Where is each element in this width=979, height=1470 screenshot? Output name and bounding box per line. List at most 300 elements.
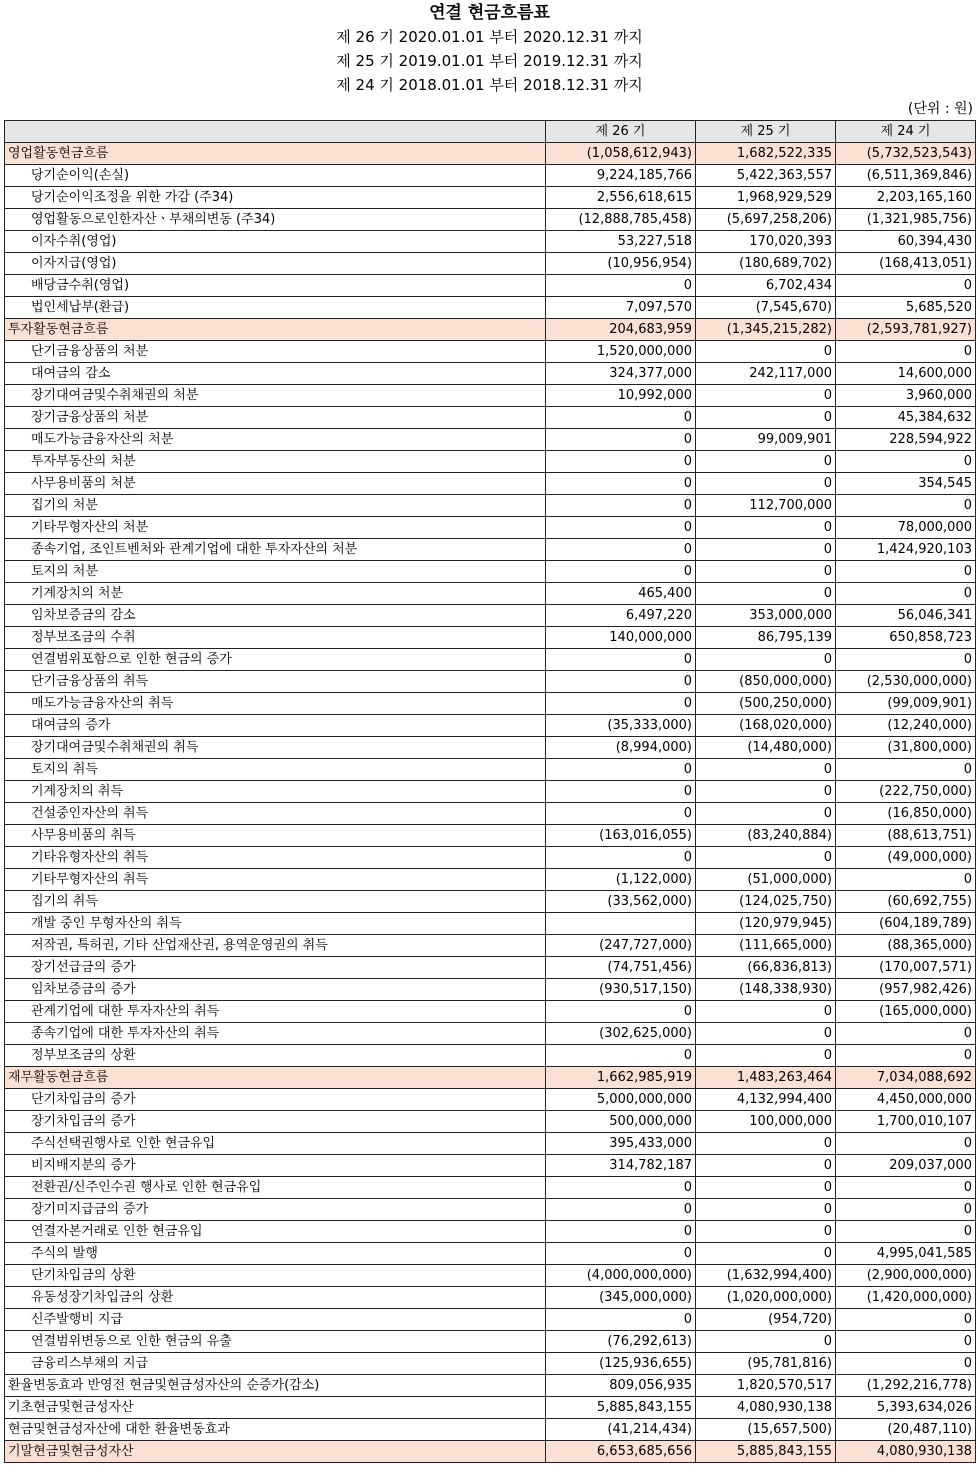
- value-period-26: 465,400: [546, 583, 696, 605]
- value-period-24: 0: [836, 561, 976, 583]
- value-period-24: 0: [836, 1331, 976, 1353]
- value-period-25: 0: [696, 1177, 836, 1199]
- value-period-25: 0: [696, 649, 836, 671]
- value-period-26: (33,562,000): [546, 891, 696, 913]
- table-row: [5, 583, 976, 605]
- value-period-26: 0: [546, 275, 696, 297]
- section-row: [5, 1067, 976, 1089]
- value-period-25: 112,700,000: [696, 495, 836, 517]
- value-period-25: (5,697,258,206): [696, 209, 836, 231]
- value-period-26: [546, 913, 696, 935]
- period-line-25: 제 25 기 2019.01.01 부터 2019.12.31 까지: [336, 52, 643, 70]
- value-period-26: 0: [546, 1001, 696, 1023]
- value-period-26: 7,097,570: [546, 297, 696, 319]
- value-period-24: (5,732,523,543): [836, 143, 976, 165]
- table-row: [5, 1331, 976, 1353]
- row-label: 기초현금및현금성자산: [5, 1397, 546, 1419]
- row-label: 금융리스부채의 지급: [5, 1353, 546, 1375]
- value-period-26: 0: [546, 1177, 696, 1199]
- row-label: 저작권, 특허권, 기타 산업재산권, 용역운영권의 취득: [5, 935, 546, 957]
- value-period-25: (954,720): [696, 1309, 836, 1331]
- value-period-26: (302,625,000): [546, 1023, 696, 1045]
- value-period-24: (6,511,369,846): [836, 165, 976, 187]
- row-label: 개발 중인 무형자산의 취득: [5, 913, 546, 935]
- value-period-24: 0: [836, 451, 976, 473]
- row-label: 단기차입금의 상환: [5, 1265, 546, 1287]
- value-period-24: (2,530,000,000): [836, 671, 976, 693]
- table-row: [5, 1133, 976, 1155]
- section-row: [5, 1441, 976, 1463]
- value-period-24: (604,189,789): [836, 913, 976, 935]
- table-row: [5, 957, 976, 979]
- value-period-26: 0: [546, 539, 696, 561]
- table-row: [5, 1243, 976, 1265]
- value-period-26: 2,556,618,615: [546, 187, 696, 209]
- row-label: 투자부동산의 처분: [5, 451, 546, 473]
- row-label: 신주발행비 지급: [5, 1309, 546, 1331]
- table-row: [5, 847, 976, 869]
- row-label: 정부보조금의 수취: [5, 627, 546, 649]
- value-period-25: (14,480,000): [696, 737, 836, 759]
- value-period-24: (88,365,000): [836, 935, 976, 957]
- table-row: [5, 627, 976, 649]
- value-period-25: 0: [696, 1133, 836, 1155]
- value-period-26: 6,653,685,656: [546, 1441, 696, 1463]
- value-period-26: (4,000,000,000): [546, 1265, 696, 1287]
- table-row: [5, 165, 976, 187]
- table-row: [5, 451, 976, 473]
- table-row: [5, 759, 976, 781]
- value-period-26: 9,224,185,766: [546, 165, 696, 187]
- value-period-25: 4,132,994,400: [696, 1089, 836, 1111]
- value-period-26: 0: [546, 451, 696, 473]
- row-label: 배당금수취(영업): [5, 275, 546, 297]
- value-period-26: 0: [546, 847, 696, 869]
- row-label: 임차보증금의 증가: [5, 979, 546, 1001]
- value-period-25: 0: [696, 451, 836, 473]
- value-period-24: 0: [836, 1045, 976, 1067]
- row-label: 종속기업, 조인트벤처와 관계기업에 대한 투자자산의 처분: [5, 539, 546, 561]
- row-label: 토지의 처분: [5, 561, 546, 583]
- value-period-26: 6,497,220: [546, 605, 696, 627]
- value-period-25: (850,000,000): [696, 671, 836, 693]
- value-period-24: 5,393,634,026: [836, 1397, 976, 1419]
- row-label: 정부보조금의 상환: [5, 1045, 546, 1067]
- table-row: [5, 1111, 976, 1133]
- row-label: 연결범위포함으로 인한 현금의 증가: [5, 649, 546, 671]
- value-period-24: 0: [836, 1023, 976, 1045]
- row-label: 영업활동현금흐름: [5, 143, 546, 165]
- table-row: [5, 297, 976, 319]
- row-label: 대여금의 증가: [5, 715, 546, 737]
- value-period-24: 4,080,930,138: [836, 1441, 976, 1463]
- table-row: [5, 869, 976, 891]
- value-period-26: 324,377,000: [546, 363, 696, 385]
- value-period-25: 1,483,263,464: [696, 1067, 836, 1089]
- value-period-26: 0: [546, 473, 696, 495]
- table-row: [5, 1001, 976, 1023]
- value-period-26: (76,292,613): [546, 1331, 696, 1353]
- value-period-26: 5,000,000,000: [546, 1089, 696, 1111]
- value-period-26: 140,000,000: [546, 627, 696, 649]
- value-period-24: (99,009,901): [836, 693, 976, 715]
- table-row: [5, 385, 976, 407]
- value-period-26: 0: [546, 517, 696, 539]
- row-label: 사무용비품의 처분: [5, 473, 546, 495]
- value-period-26: 0: [546, 429, 696, 451]
- value-period-25: 0: [696, 759, 836, 781]
- unit-label: (단위 : 원): [907, 101, 973, 117]
- table-body: [5, 143, 976, 1463]
- row-label: 연결범위변동으로 인한 현금의 유출: [5, 1331, 546, 1353]
- section-row: [5, 319, 976, 341]
- header-period-24: 제 24 기: [836, 121, 976, 143]
- value-period-25: (180,689,702): [696, 253, 836, 275]
- value-period-24: 0: [836, 759, 976, 781]
- table-row: [5, 715, 976, 737]
- value-period-25: 0: [696, 1199, 836, 1221]
- value-period-26: 0: [546, 693, 696, 715]
- value-period-25: 99,009,901: [696, 429, 836, 451]
- value-period-25: 0: [696, 1045, 836, 1067]
- value-period-24: 0: [836, 869, 976, 891]
- row-label: 비지배지분의 증가: [5, 1155, 546, 1177]
- table-row: [5, 1045, 976, 1067]
- value-period-24: (170,007,571): [836, 957, 976, 979]
- value-period-26: (1,058,612,943): [546, 143, 696, 165]
- header-period-26: 제 26 기: [546, 121, 696, 143]
- value-period-25: (51,000,000): [696, 869, 836, 891]
- value-period-26: (1,122,000): [546, 869, 696, 891]
- value-period-24: 3,960,000: [836, 385, 976, 407]
- table-row: [5, 891, 976, 913]
- row-label: 임차보증금의 감소: [5, 605, 546, 627]
- table-row: [5, 1287, 976, 1309]
- row-label: 종속기업에 대한 투자자산의 취득: [5, 1023, 546, 1045]
- table-row: [5, 187, 976, 209]
- row-label: 유동성장기차입금의 상환: [5, 1287, 546, 1309]
- table-row: [5, 649, 976, 671]
- value-period-26: 0: [546, 561, 696, 583]
- row-label: 단기금융상품의 취득: [5, 671, 546, 693]
- total-row: [5, 1375, 976, 1397]
- value-period-25: 100,000,000: [696, 1111, 836, 1133]
- value-period-25: 0: [696, 539, 836, 561]
- value-period-24: 0: [836, 341, 976, 363]
- row-label: 장기선급금의 증가: [5, 957, 546, 979]
- value-period-26: 0: [546, 407, 696, 429]
- value-period-24: (49,000,000): [836, 847, 976, 869]
- value-period-24: 1,700,010,107: [836, 1111, 976, 1133]
- row-label: 연결자본거래로 인한 현금유입: [5, 1221, 546, 1243]
- value-period-24: (1,420,000,000): [836, 1287, 976, 1309]
- row-label: 법인세납부(환급): [5, 297, 546, 319]
- value-period-25: 86,795,139: [696, 627, 836, 649]
- row-label: 사무용비품의 취득: [5, 825, 546, 847]
- row-label: 장기대여금및수취채권의 취득: [5, 737, 546, 759]
- table-row: [5, 473, 976, 495]
- value-period-24: 650,858,723: [836, 627, 976, 649]
- row-label: 단기차입금의 증가: [5, 1089, 546, 1111]
- value-period-24: 0: [836, 583, 976, 605]
- value-period-24: (31,800,000): [836, 737, 976, 759]
- period-line-24: 제 24 기 2018.01.01 부터 2018.12.31 까지: [336, 76, 643, 94]
- table-row: [5, 363, 976, 385]
- table-row: [5, 429, 976, 451]
- row-label: 기말현금및현금성자산: [5, 1441, 546, 1463]
- value-period-26: 0: [546, 803, 696, 825]
- table-row: [5, 671, 976, 693]
- value-period-25: 4,080,930,138: [696, 1397, 836, 1419]
- value-period-26: 314,782,187: [546, 1155, 696, 1177]
- value-period-25: (500,250,000): [696, 693, 836, 715]
- period-line-26: 제 26 기 2020.01.01 부터 2020.12.31 까지: [336, 28, 643, 46]
- value-period-25: (1,020,000,000): [696, 1287, 836, 1309]
- row-label: 당기순이익조정을 위한 가감 (주34): [5, 187, 546, 209]
- value-period-26: 0: [546, 759, 696, 781]
- table-row: [5, 407, 976, 429]
- value-period-25: 6,702,434: [696, 275, 836, 297]
- total-row: [5, 1419, 976, 1441]
- value-period-25: (111,665,000): [696, 935, 836, 957]
- table-row: [5, 517, 976, 539]
- table-row: [5, 693, 976, 715]
- table-row: [5, 1221, 976, 1243]
- table-row: [5, 231, 976, 253]
- value-period-24: 209,037,000: [836, 1155, 976, 1177]
- row-label: 기타무형자산의 취득: [5, 869, 546, 891]
- value-period-24: (222,750,000): [836, 781, 976, 803]
- table-row: [5, 913, 976, 935]
- value-period-24: (88,613,751): [836, 825, 976, 847]
- value-period-24: 14,600,000: [836, 363, 976, 385]
- value-period-24: 354,545: [836, 473, 976, 495]
- value-period-26: (930,517,150): [546, 979, 696, 1001]
- table-header-row: [5, 121, 976, 143]
- value-period-24: 0: [836, 649, 976, 671]
- value-period-26: (345,000,000): [546, 1287, 696, 1309]
- value-period-24: 7,034,088,692: [836, 1067, 976, 1089]
- row-label: 기타무형자산의 처분: [5, 517, 546, 539]
- section-row: [5, 143, 976, 165]
- row-label: 주식선택권행사로 인한 현금유입: [5, 1133, 546, 1155]
- row-label: 현금및현금성자산에 대한 환율변동효과: [5, 1419, 546, 1441]
- value-period-24: (1,321,985,756): [836, 209, 976, 231]
- value-period-26: (163,016,055): [546, 825, 696, 847]
- row-label: 영업활동으로인한자산ㆍ부채의변동 (주34): [5, 209, 546, 231]
- value-period-24: (957,982,426): [836, 979, 976, 1001]
- value-period-24: 45,384,632: [836, 407, 976, 429]
- row-label: 투자활동현금흐름: [5, 319, 546, 341]
- row-label: 기계장치의 취득: [5, 781, 546, 803]
- total-row: [5, 1397, 976, 1419]
- row-label: 매도가능금융자산의 취득: [5, 693, 546, 715]
- value-period-25: (148,338,930): [696, 979, 836, 1001]
- value-period-24: 228,594,922: [836, 429, 976, 451]
- row-label: 전환권/신주인수권 행사로 인한 현금유입: [5, 1177, 546, 1199]
- value-period-25: (83,240,884): [696, 825, 836, 847]
- value-period-26: 10,992,000: [546, 385, 696, 407]
- value-period-24: 4,995,041,585: [836, 1243, 976, 1265]
- value-period-26: (74,751,456): [546, 957, 696, 979]
- value-period-24: 56,046,341: [836, 605, 976, 627]
- row-label: 장기차입금의 증가: [5, 1111, 546, 1133]
- table-row: [5, 1177, 976, 1199]
- value-period-25: (15,657,500): [696, 1419, 836, 1441]
- value-period-26: (8,994,000): [546, 737, 696, 759]
- row-label: 토지의 취득: [5, 759, 546, 781]
- value-period-25: 242,117,000: [696, 363, 836, 385]
- value-period-24: 4,450,000,000: [836, 1089, 976, 1111]
- value-period-25: (124,025,750): [696, 891, 836, 913]
- row-label: 장기대여금및수취채권의 처분: [5, 385, 546, 407]
- value-period-26: 0: [546, 1243, 696, 1265]
- value-period-26: 53,227,518: [546, 231, 696, 253]
- value-period-25: 0: [696, 847, 836, 869]
- value-period-26: 0: [546, 1199, 696, 1221]
- statement-title: 연결 현금흐름표: [429, 3, 550, 23]
- value-period-24: (2,593,781,927): [836, 319, 976, 341]
- value-period-25: (120,979,945): [696, 913, 836, 935]
- header-period-25: 제 25 기: [696, 121, 836, 143]
- value-period-25: (1,345,215,282): [696, 319, 836, 341]
- value-period-26: (41,214,434): [546, 1419, 696, 1441]
- value-period-25: 353,000,000: [696, 605, 836, 627]
- value-period-26: 0: [546, 781, 696, 803]
- row-label: 집기의 처분: [5, 495, 546, 517]
- table-row: [5, 1309, 976, 1331]
- table-row: [5, 495, 976, 517]
- value-period-26: 5,885,843,155: [546, 1397, 696, 1419]
- value-period-24: (12,240,000): [836, 715, 976, 737]
- table-row: [5, 1089, 976, 1111]
- value-period-26: (125,936,655): [546, 1353, 696, 1375]
- value-period-25: 0: [696, 781, 836, 803]
- row-label: 단기금융상품의 처분: [5, 341, 546, 363]
- value-period-26: 0: [546, 649, 696, 671]
- table-row: [5, 561, 976, 583]
- value-period-25: 5,422,363,557: [696, 165, 836, 187]
- value-period-25: 0: [696, 803, 836, 825]
- value-period-26: 204,683,959: [546, 319, 696, 341]
- value-period-25: 0: [696, 1155, 836, 1177]
- value-period-25: 1,682,522,335: [696, 143, 836, 165]
- table-row: [5, 1155, 976, 1177]
- value-period-24: 0: [836, 495, 976, 517]
- table-row: [5, 1265, 976, 1287]
- table-row: [5, 539, 976, 561]
- row-label: 장기금융상품의 처분: [5, 407, 546, 429]
- value-period-24: 0: [836, 1177, 976, 1199]
- value-period-25: 0: [696, 1001, 836, 1023]
- value-period-25: 0: [696, 1023, 836, 1045]
- row-label: 대여금의 감소: [5, 363, 546, 385]
- value-period-25: 0: [696, 385, 836, 407]
- value-period-26: 395,433,000: [546, 1133, 696, 1155]
- value-period-25: 5,885,843,155: [696, 1441, 836, 1463]
- value-period-25: (7,545,670): [696, 297, 836, 319]
- row-label: 집기의 취득: [5, 891, 546, 913]
- value-period-25: 0: [696, 561, 836, 583]
- value-period-25: (168,020,000): [696, 715, 836, 737]
- value-period-26: 0: [546, 1221, 696, 1243]
- row-label: 건설중인자산의 취득: [5, 803, 546, 825]
- value-period-26: 809,056,935: [546, 1375, 696, 1397]
- value-period-24: (60,692,755): [836, 891, 976, 913]
- value-period-24: 78,000,000: [836, 517, 976, 539]
- table-row: [5, 605, 976, 627]
- value-period-24: 1,424,920,103: [836, 539, 976, 561]
- value-period-24: (1,292,216,778): [836, 1375, 976, 1397]
- value-period-26: 0: [546, 495, 696, 517]
- value-period-25: 1,968,929,529: [696, 187, 836, 209]
- value-period-24: 0: [836, 1221, 976, 1243]
- value-period-24: (2,900,000,000): [836, 1265, 976, 1287]
- value-period-25: (95,781,816): [696, 1353, 836, 1375]
- table-row: [5, 979, 976, 1001]
- value-period-26: (10,956,954): [546, 253, 696, 275]
- row-label: 이자지급(영업): [5, 253, 546, 275]
- row-label: 기계장치의 처분: [5, 583, 546, 605]
- table-row: [5, 209, 976, 231]
- row-label: 재무활동현금흐름: [5, 1067, 546, 1089]
- table-row: [5, 1199, 976, 1221]
- value-period-25: 0: [696, 341, 836, 363]
- row-label: 장기미지급금의 증가: [5, 1199, 546, 1221]
- table-row: [5, 825, 976, 847]
- value-period-24: (168,413,051): [836, 253, 976, 275]
- table-row: [5, 341, 976, 363]
- value-period-25: 0: [696, 407, 836, 429]
- value-period-25: 0: [696, 1221, 836, 1243]
- table-row: [5, 1023, 976, 1045]
- value-period-25: (1,632,994,400): [696, 1265, 836, 1287]
- value-period-26: 500,000,000: [546, 1111, 696, 1133]
- value-period-24: (20,487,110): [836, 1419, 976, 1441]
- value-period-25: 0: [696, 1331, 836, 1353]
- value-period-25: 170,020,393: [696, 231, 836, 253]
- value-period-26: 0: [546, 1309, 696, 1331]
- value-period-24: 0: [836, 275, 976, 297]
- table-row: [5, 781, 976, 803]
- value-period-24: 60,394,430: [836, 231, 976, 253]
- row-label: 관계기업에 대한 투자자산의 취득: [5, 1001, 546, 1023]
- value-period-25: 0: [696, 1243, 836, 1265]
- header-label: [5, 121, 546, 143]
- value-period-26: (247,727,000): [546, 935, 696, 957]
- row-label: 주식의 발행: [5, 1243, 546, 1265]
- table-row: [5, 275, 976, 297]
- value-period-26: 1,520,000,000: [546, 341, 696, 363]
- table-row: [5, 803, 976, 825]
- value-period-25: 0: [696, 517, 836, 539]
- table-row: [5, 737, 976, 759]
- table-row: [5, 253, 976, 275]
- value-period-26: 1,662,985,919: [546, 1067, 696, 1089]
- value-period-24: (165,000,000): [836, 1001, 976, 1023]
- value-period-25: 0: [696, 473, 836, 495]
- value-period-26: (12,888,785,458): [546, 209, 696, 231]
- row-label: 매도가능금융자산의 처분: [5, 429, 546, 451]
- value-period-26: (35,333,000): [546, 715, 696, 737]
- value-period-26: 0: [546, 1045, 696, 1067]
- value-period-25: 0: [696, 583, 836, 605]
- table-row: [5, 1353, 976, 1375]
- value-period-24: 0: [836, 1199, 976, 1221]
- value-period-25: 1,820,570,517: [696, 1375, 836, 1397]
- row-label: 이자수취(영업): [5, 231, 546, 253]
- row-label: 기타유형자산의 취득: [5, 847, 546, 869]
